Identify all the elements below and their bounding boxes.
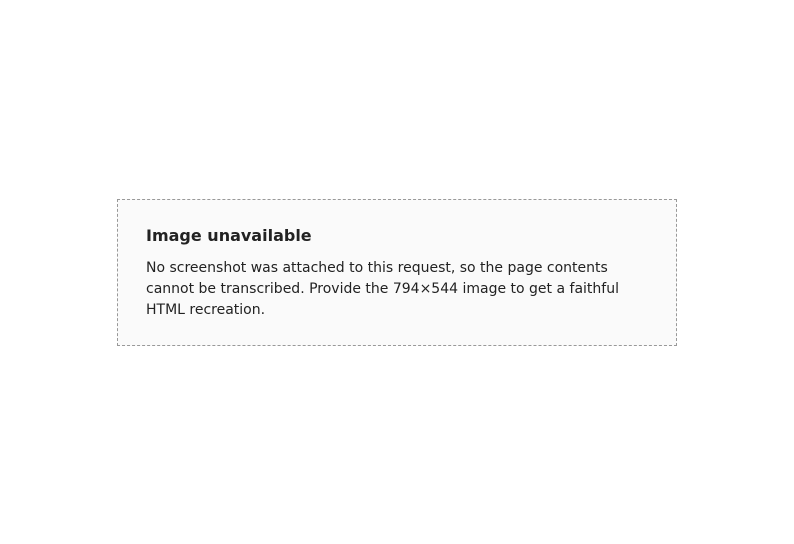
notice-title: Image unavailable bbox=[146, 225, 312, 245]
notice-body: No screenshot was attached to this request, so the page contents cannot be transcribed. Provide the 794×544 image to get a faithful HTML recreation. bbox=[146, 259, 619, 318]
missing-image-notice bbox=[117, 199, 677, 346]
